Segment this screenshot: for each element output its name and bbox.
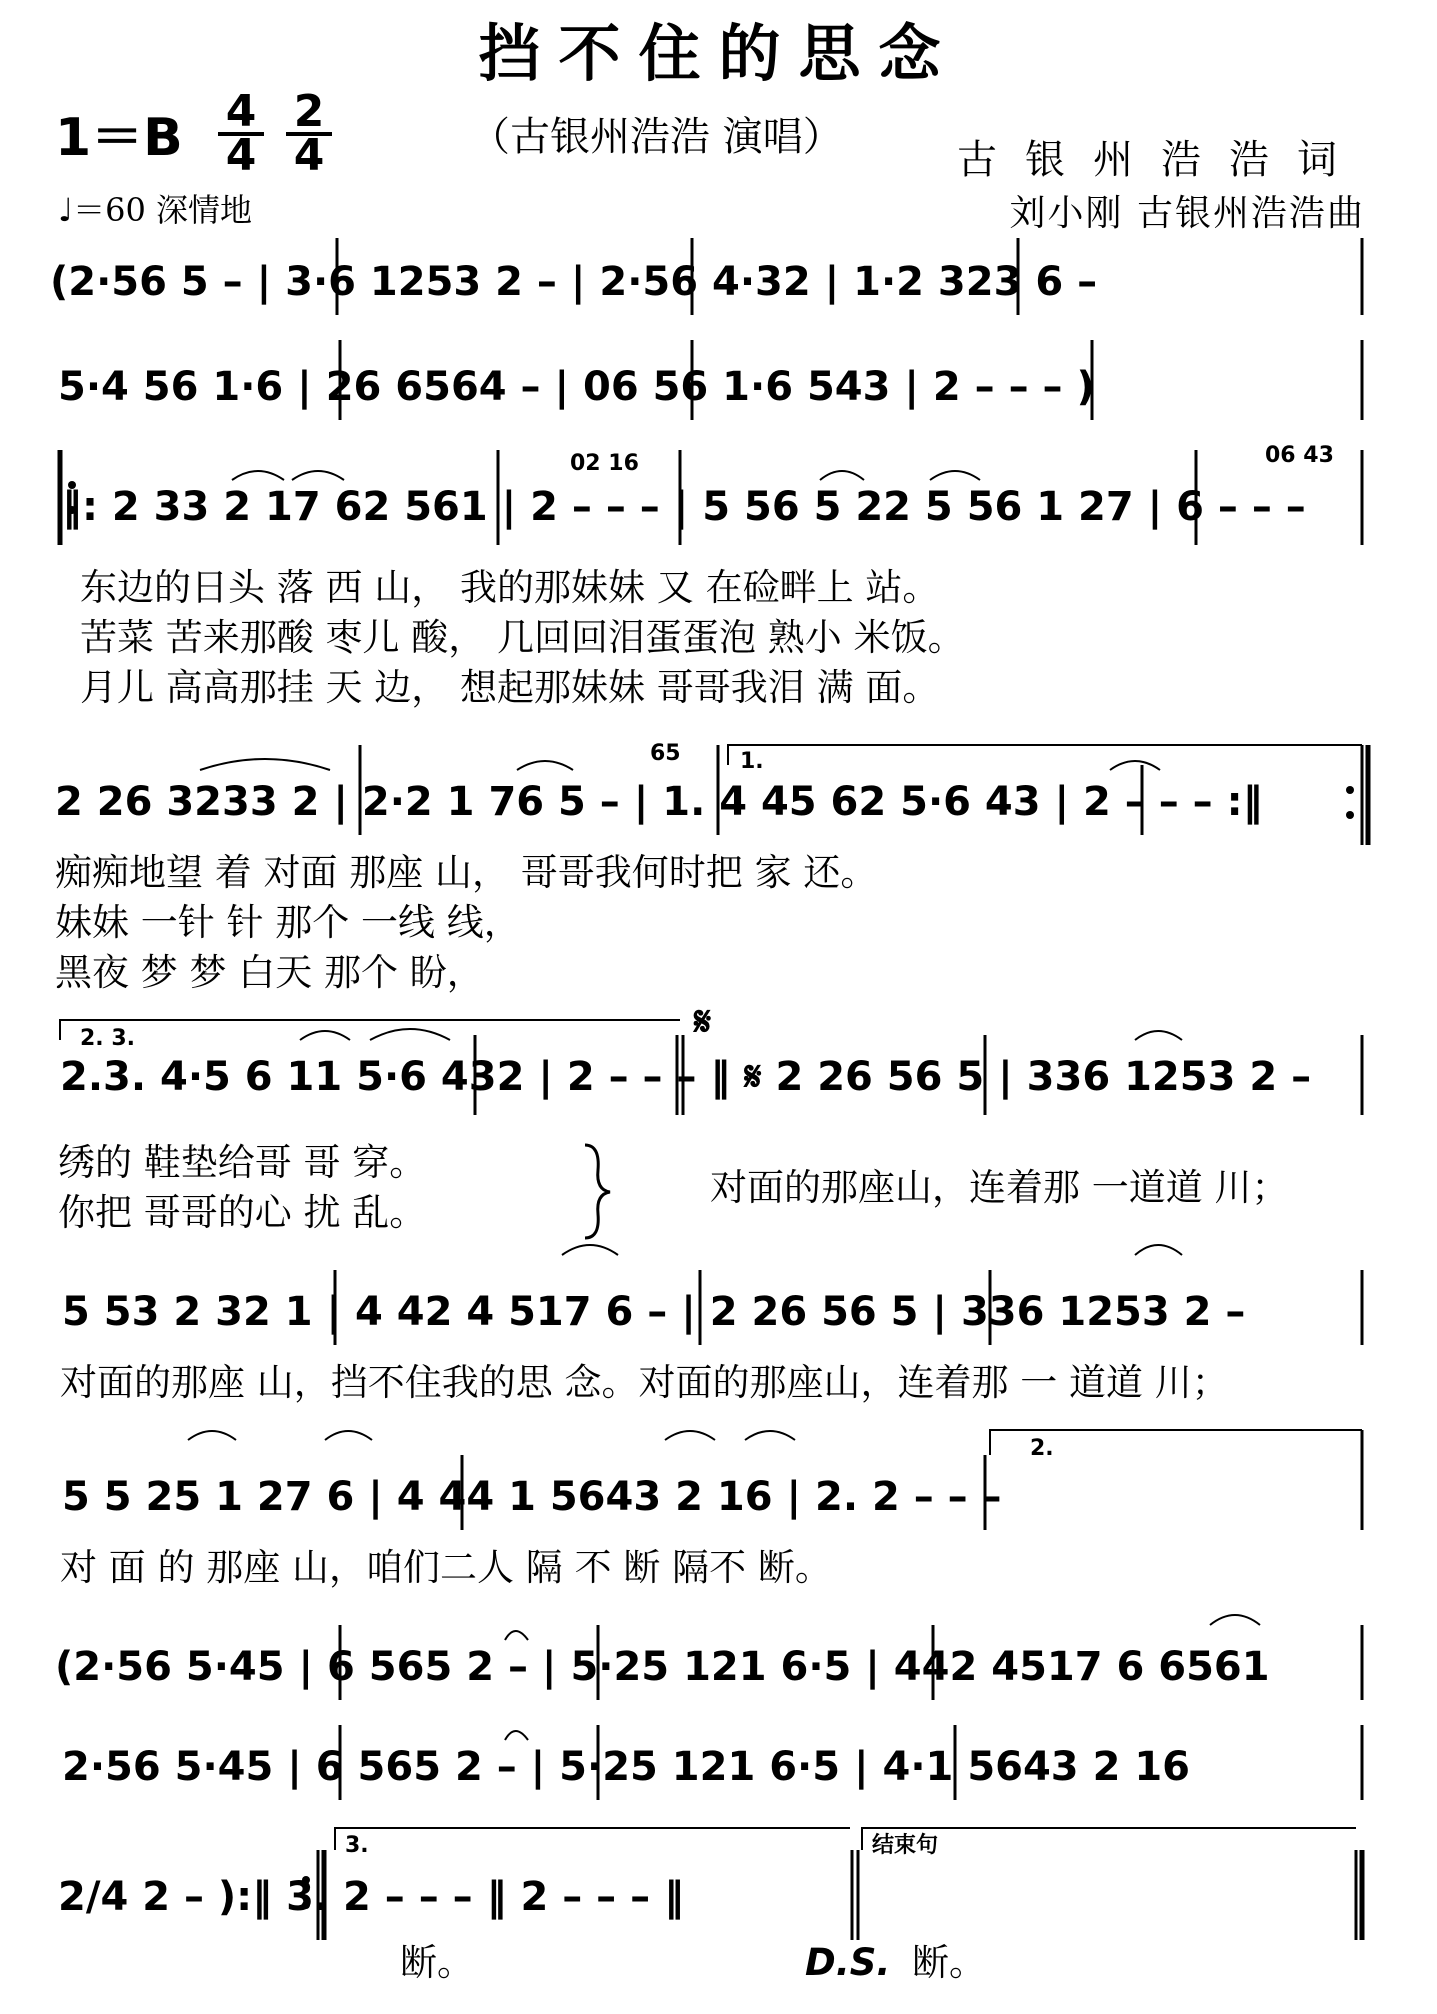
key-signature: 1＝B [55, 108, 183, 168]
lyricist-credit: 古银州浩浩词 [957, 137, 1365, 183]
segno-sign: 𝄋 [694, 999, 712, 1045]
song-title: 挡不住的思念 [478, 17, 959, 90]
lyric-row-4a: 痴痴地望 着 对面 那座 山， 哥哥我何时把 家 还。 [55, 851, 878, 894]
lyric-brace [585, 1145, 610, 1238]
volta-1-label: 1. [740, 749, 764, 774]
time-signature-1: 4 4 [218, 92, 264, 176]
grace-notes-c: 65 [650, 741, 681, 766]
lyric-row-5b: 你把 哥哥的心 扰 乱。 [58, 1191, 427, 1234]
composer-credit: 刘小刚 古银州浩浩曲 [1009, 193, 1365, 234]
notation-line-6: 5 53 2 32 1 | 4 42 4 517 6 – | 2 26 56 5 | 336 1253 2 – [62, 1289, 1246, 1335]
notation-line-2: 5·4 56 1·6 | 26 6564 – | 06 56 1·6 543 | 2 – – – ) [58, 364, 1095, 410]
notation-line-5: 2.3. 4·5 6 11 5·6 432 | 2 – – – ‖ 𝄋 2 26 56 5 | 336 1253 2 – [60, 1054, 1312, 1100]
lyric-row-3a: 东边的日头 落 西 山， 我的那妹妹 又 在硷畔上 站。 [80, 566, 940, 609]
notation-line-3: ‖: 2 33 2 17 62 561 | 2 – – – | 5 56 5 22 5 56 1 27 | 6 – – – [62, 484, 1306, 530]
tempo-marking: ♩＝60 深情地 [58, 191, 252, 229]
notation-line-8: (2·56 5·45 | 6 565 2 – | 5·25 121 6·5 | 442 4517 6 6561 [55, 1644, 1270, 1690]
singer-credit: （古银州浩浩 演唱） [470, 114, 843, 160]
ds-marking: D.S. [805, 1941, 891, 1984]
volta-2-label: 2. [1030, 1436, 1054, 1461]
volta-3-label: 3. [345, 1833, 369, 1858]
lyric-row-3b: 苦菜 苦来那酸 枣儿 酸， 几回回泪蛋蛋泡 熟小 米饭。 [80, 616, 965, 659]
lyric-row-4c: 黑夜 梦 梦 白天 那个 盼， [55, 951, 484, 994]
notation-line-9: 2·56 5·45 | 6 565 2 – | 5·25 121 6·5 | 4·1 5643 2 16 [62, 1744, 1190, 1790]
notation-line-10: 2/4 2 – ):‖ 3. 2 – – – ‖ 2 – – – ‖ [58, 1874, 685, 1920]
grace-notes-b: 06 43 [1265, 443, 1334, 468]
ending-lyric-2: 断。 [912, 1941, 986, 1984]
notation-line-4: 2 26 3233 2 | 2·2 1 76 5 – | 1. 4 45 62 5·6 43 | 2 – – – :‖ [55, 779, 1263, 825]
grace-notes-a: 02 16 [570, 451, 639, 476]
chorus-brace-text: 对面的那座山，连着那 一道道 川； [710, 1166, 1289, 1209]
ending-lyric-1: 断。 [400, 1941, 474, 1984]
volta-23-label: 2. 3. [80, 1026, 135, 1051]
lyric-row-7: 对 面 的 那座 山，咱们二人 隔 不 断 隔不 断。 [60, 1546, 832, 1589]
time-signature-2: 2 4 [286, 92, 332, 176]
lyric-row-6: 对面的那座 山，挡不住我的思 念。对面的那座山，连着那 一 道道 川； [60, 1361, 1229, 1404]
lyric-row-5a: 绣的 鞋垫给哥 哥 穿。 [58, 1141, 427, 1184]
lyric-row-3c: 月儿 高高那挂 天 边， 想起那妹妹 哥哥我泪 满 面。 [80, 666, 940, 709]
notation-line-1: (2·56 5 – | 3·6 1253 2 – | 2·56 4·32 | 1·2 323 6 – [50, 259, 1098, 305]
lyric-row-4b: 妹妹 一针 针 那个 一线 线， [55, 901, 521, 944]
notation-line-7: 5 5 25 1 27 6 | 4 44 1 5643 2 16 | 2. 2 – – – [62, 1474, 1002, 1520]
ending-label: 结束句 [872, 1833, 939, 1858]
